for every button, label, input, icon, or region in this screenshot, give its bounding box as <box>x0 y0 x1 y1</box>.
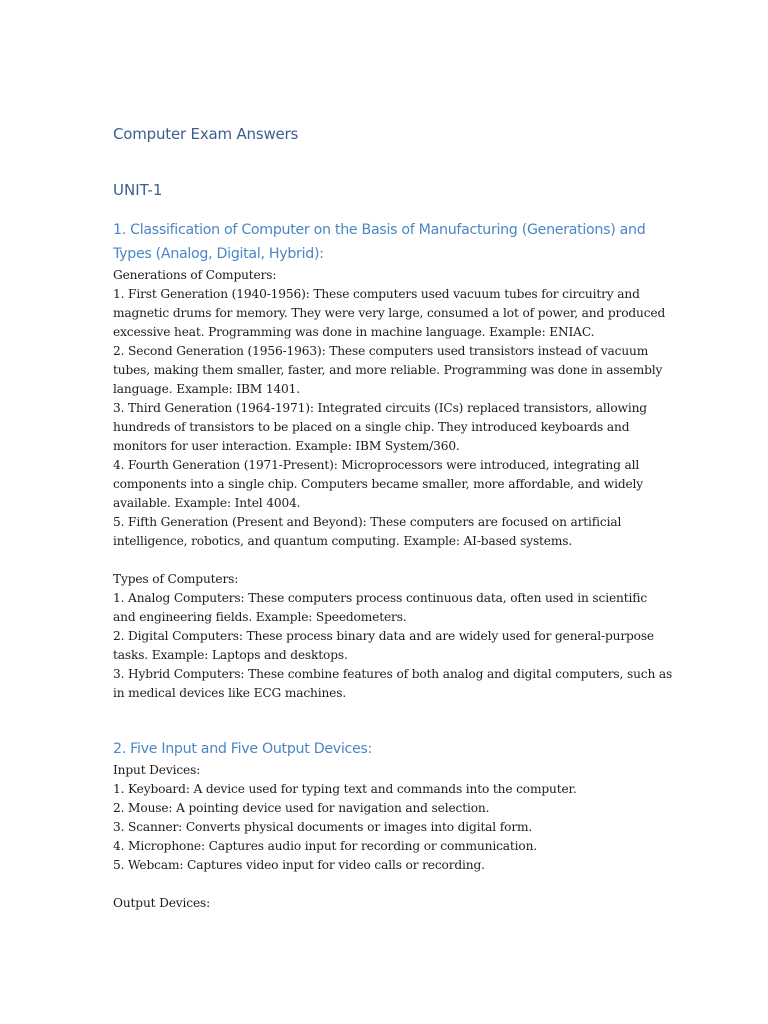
output-label: Output Devices: <box>113 896 211 910</box>
type-item: 3. Hybrid Computers: These combine features of both analog and digital computers, such as in medical devices like ECG machines. <box>113 667 673 700</box>
section-devices <box>113 737 673 913</box>
section-heading: 2. Five Input and Five Output Devices: <box>113 741 372 757</box>
types-label: Types of Computers: <box>113 572 239 586</box>
paragraph-gap <box>113 551 673 570</box>
paragraph-gap <box>113 875 673 894</box>
input-label: Input Devices: <box>113 763 201 777</box>
input-item: 5. Webcam: Captures video input for video calls or recording. <box>113 858 485 872</box>
generation-item: 4. Fourth Generation (1971-Present): Microprocessors were introduced, integrating all components into a single chip. Computers became smaller, more affordable, and widely available. Example: Intel 4004. <box>113 458 644 510</box>
section-classification <box>113 218 673 703</box>
input-item: 4. Microphone: Captures audio input for recording or communication. <box>113 839 538 853</box>
generation-item: 2. Second Generation (1956-1963): These computers used transistors instead of vacuum tubes, making them smaller, faster, and more reliable. Programming was done in assembly language. Example: IBM 1401. <box>113 344 663 396</box>
input-item: 1. Keyboard: A device used for typing text and commands into the computer. <box>113 782 577 796</box>
input-item: 2. Mouse: A pointing device used for navigation and selection. <box>113 801 490 815</box>
generation-item: 5. Fifth Generation (Present and Beyond): These computers are focused on artificial intelligence, robotics, and quantum computing. Example: AI-based systems. <box>113 515 622 548</box>
type-item: 1. Analog Computers: These computers process continuous data, often used in scientific and engineering fields. Example: Speedometers. <box>113 591 647 624</box>
type-item: 2. Digital Computers: These process binary data and are widely used for general-purpose tasks. Example: Laptops and desktops. <box>113 629 654 662</box>
unit-heading: UNIT-1 <box>113 181 163 199</box>
input-item: 3. Scanner: Converts physical documents or images into digital form. <box>113 820 533 834</box>
generations-label: Generations of Computers: <box>113 268 277 282</box>
document-title: Computer Exam Answers <box>113 125 299 143</box>
generation-item: 3. Third Generation (1964-1971): Integrated circuits (ICs) replaced transistors, allowing hundreds of transistors to be placed on a single chip. They introduced keyboards and monitors for user interaction. Example: IBM System/360. <box>113 401 647 453</box>
generation-item: 1. First Generation (1940-1956): These computers used vacuum tubes for circuitry and magnetic drums for memory. They were very large, consumed a lot of power, and produced excessive heat. Programming was done in machine language. Example: ENIAC. <box>113 287 666 339</box>
section-heading: 1. Classification of Computer on the Basis of Manufacturing (Generations) and Types (Analog, Digital, Hybrid): <box>113 222 646 262</box>
